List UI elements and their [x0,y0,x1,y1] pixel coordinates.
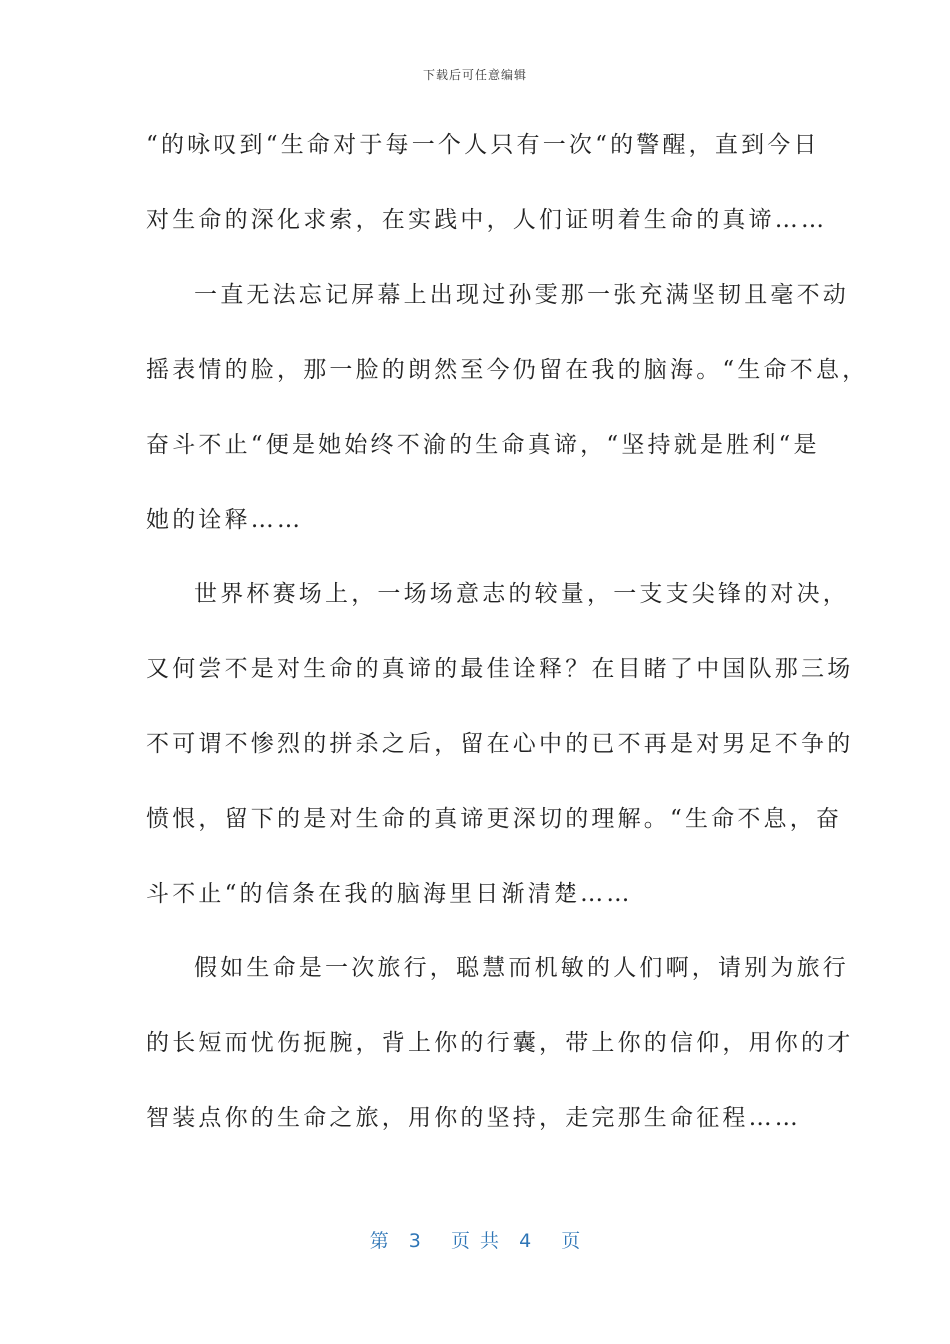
text-line: 的长短而忧伤扼腕，背上你的行囊，带上你的信仰，用你的才 [146,1030,854,1056]
text-line: 不可谓不惨烈的拼杀之后，留在心中的已不再是对男足不争的 [146,731,854,757]
paragraph-first-line: 世界杯赛场上，一场场意志的较量，一支支尖锋的对决， [194,581,849,607]
page-header: 下载后可任意编辑 [422,68,527,82]
text-line: “的咏叹到“生命对于每一个人只有一次“的警醒，直到今日 [146,132,820,158]
text-line: 摇表情的脸，那一脸的朗然至今仍留在我的脑海。“生命不息， [146,357,869,383]
text-line: 愤恨，留下的是对生命的真谛更深切的理解。“生命不息，奋 [146,806,843,832]
text-line: 斗不止“的信条在我的脑海里日渐清楚…… [146,881,633,907]
page-number-text: 第 3 页 共 4 页 [369,1230,581,1252]
paragraph-first-line: 一直无法忘记屏幕上出现过孙雯那一张充满坚韧且毫不动 [194,282,849,308]
text-line: 智装点你的生命之旅，用你的坚持，走完那生命征程…… [146,1105,801,1131]
text-line: 她的诠释…… [146,507,304,533]
text-line: 又何尝不是对生命的真谛的最佳诠释？在目睹了中国队那三场 [146,656,854,682]
text-line: 对生命的深化求索，在实践中，人们证明着生命的真谛…… [146,207,828,233]
paragraph-first-line: 假如生命是一次旅行，聪慧而机敏的人们啊，请别为旅行 [194,955,849,981]
page-footer [0,1226,950,1253]
text-line: 奋斗不止“便是她始终不渝的生命真谛，“坚持就是胜利“是 [146,432,820,458]
